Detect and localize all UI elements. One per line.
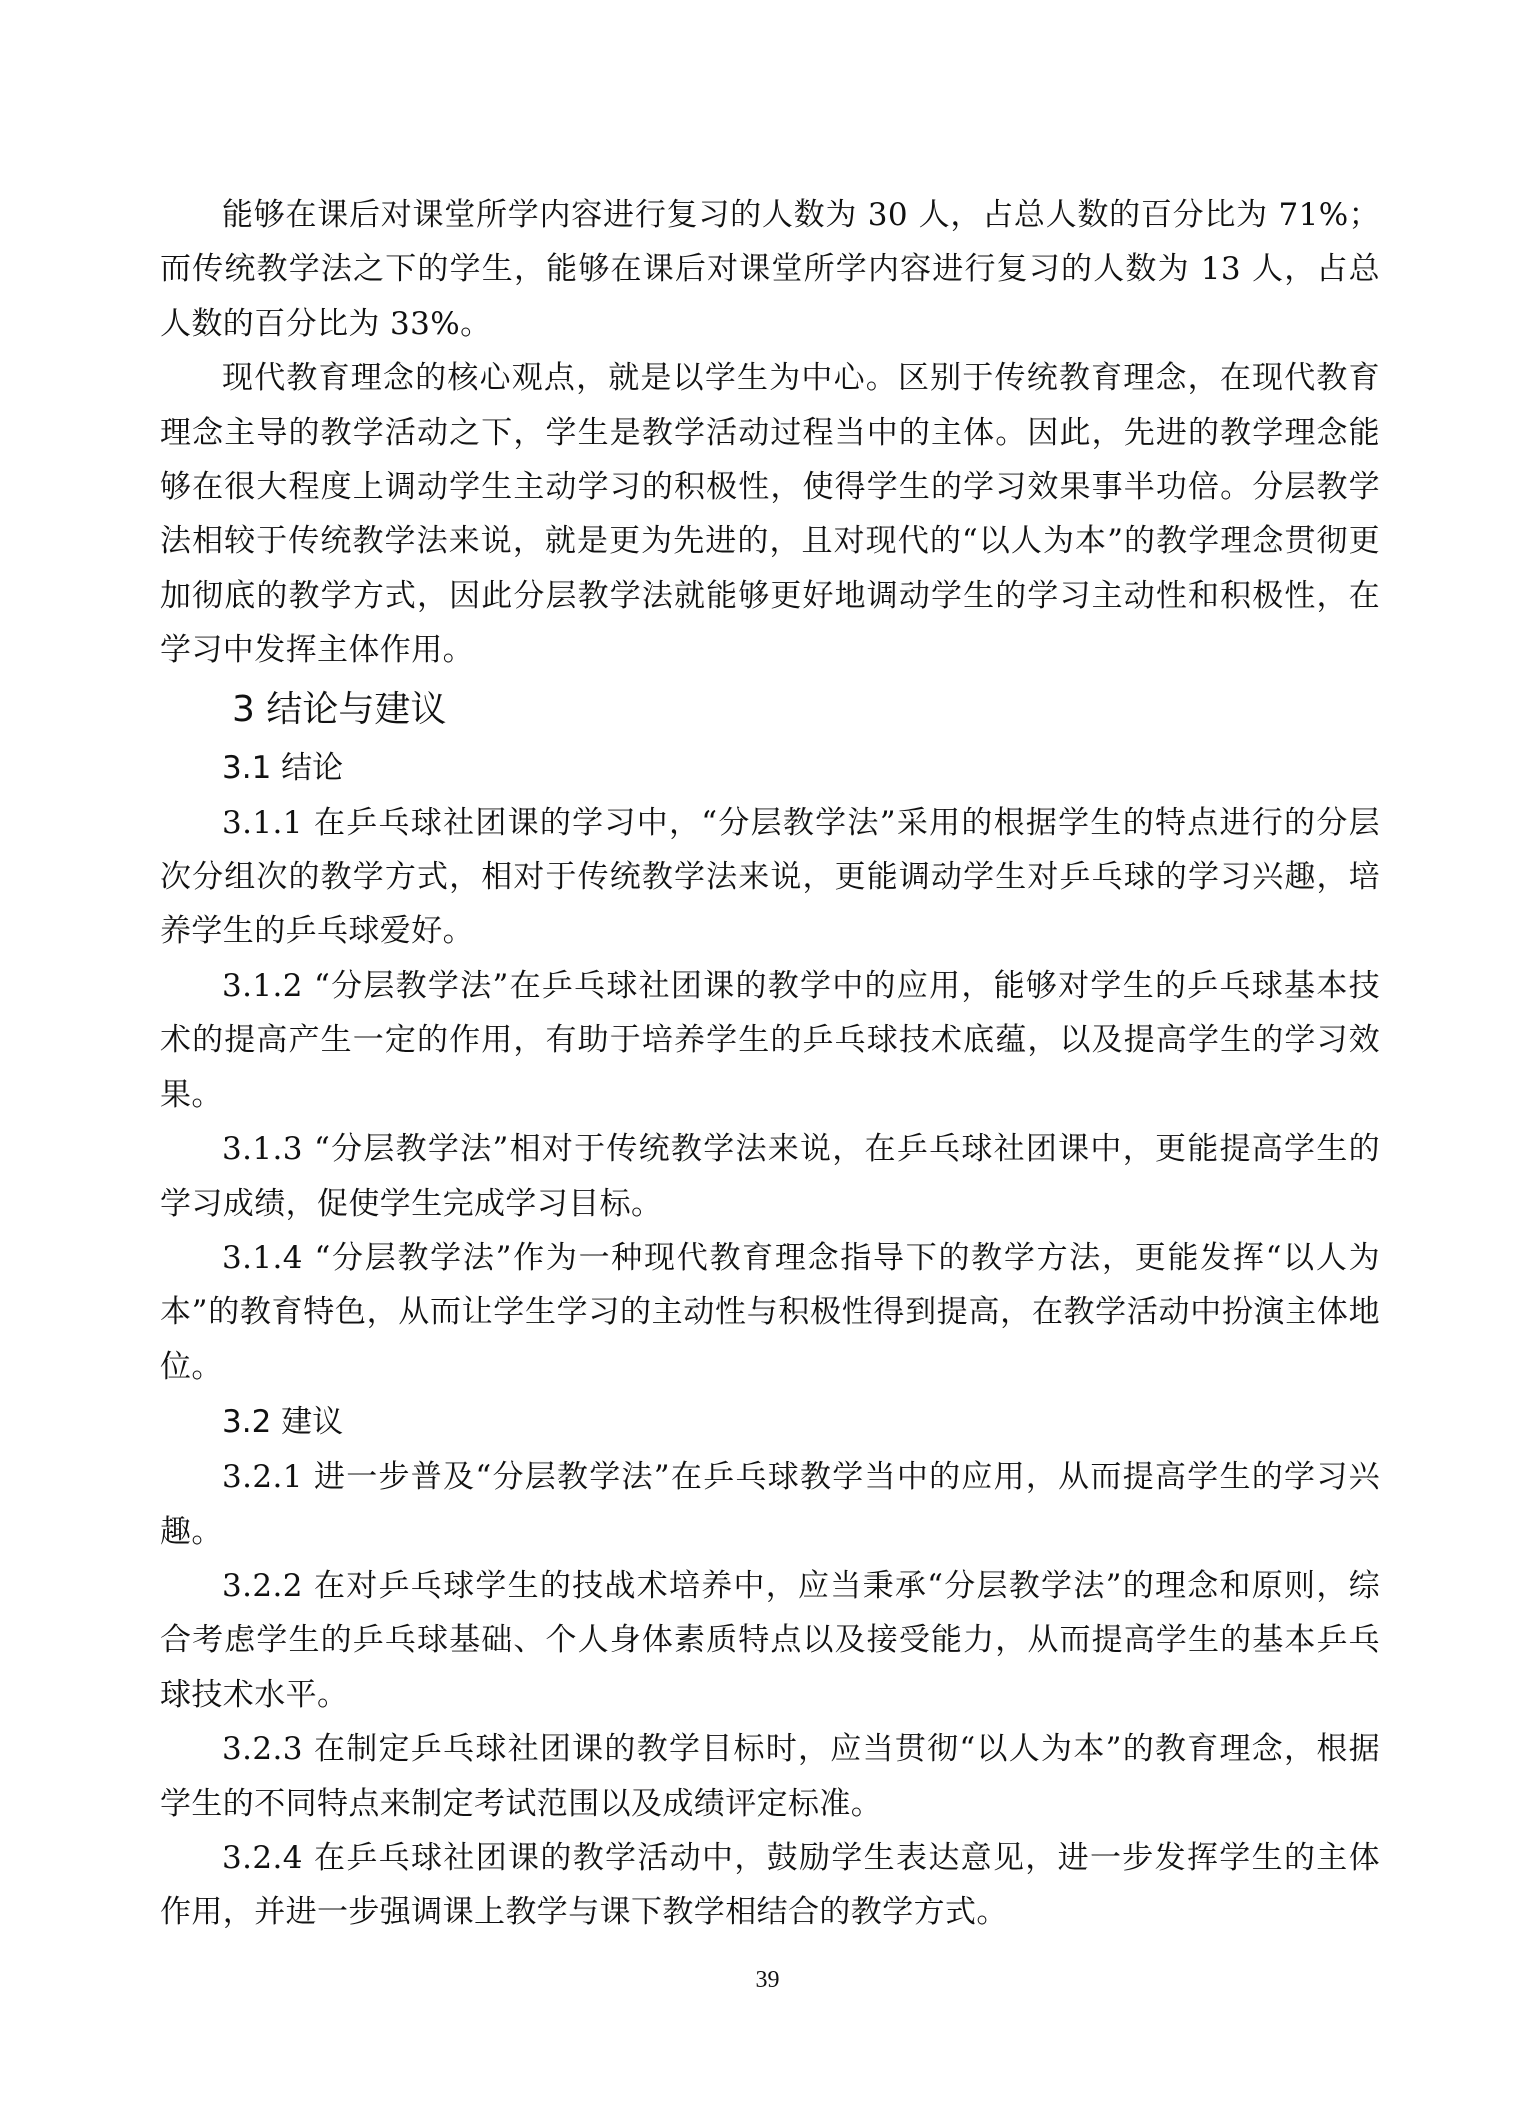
suggestion-item: 3.2.3 在制定乒乓球社团课的教学目标时，应当贯彻“以人为本”的教育理念，根据学生的不同特点来制定考试范围以及成绩评定标准。 <box>160 1731 1380 1822</box>
subsection-heading-suggestions: 3.2 建议 <box>222 1404 344 1441</box>
suggestion-item: 3.2.1 进一步普及“分层教学法”在乒乓球教学当中的应用，从而提高学生的学习兴趣。 <box>160 1459 1380 1550</box>
conclusion-item: 3.1.2 “分层教学法”在乒乓球社团课的教学中的应用，能够对学生的乒乓球基本技术的提高产生一定的作用，有助于培养学生的乒乓球技术底蕴，以及提高学生的学习效果。 <box>160 967 1380 1113</box>
paragraph-modern-education: 现代教育理念的核心观点，就是以学生为中心。区别于传统教育理念，在现代教育理念主导的教学活动之下，学生是教学活动过程当中的主体。因此，先进的教学理念能够在很大程度上调动学生主动学习的积极性，使得学生的学习效果事半功倍。分层教学法相较于传统教学法来说，就是更为先进的，且对现代的“以人为本”的教学理念贯彻更加彻底的教学方式，因此分层教学法就能够更好地调动学生的学习主动性和积极性，在学习中发挥主体作用。 <box>160 360 1380 669</box>
section-heading-conclusions-suggestions: 3 结论与建议 <box>232 688 447 730</box>
suggestion-item: 3.2.4 在乒乓球社团课的教学活动中，鼓励学生表达意见，进一步发挥学生的主体作用，并进一步强调课上教学与课下教学相结合的教学方式。 <box>160 1839 1380 1931</box>
subsection-heading-conclusions: 3.1 结论 <box>222 749 344 786</box>
suggestion-item: 3.2.2 在对乒乓球学生的技战术培养中，应当秉承“分层教学法”的理念和原则，综合考虑学生的乒乓球基础、个人身体素质特点以及接受能力，从而提高学生的基本乒乓球技术水平。 <box>160 1567 1380 1713</box>
page-number: 39 <box>755 1967 780 1993</box>
conclusion-item: 3.1.1 在乒乓球社团课的学习中，“分层教学法”采用的根据学生的特点进行的分层次分组次的教学方式，相对于传统教学法来说，更能调动学生对乒乓球的学习兴趣，培养学生的乒乓球爱好。 <box>160 804 1380 950</box>
paragraph-review-stats: 能够在课后对课堂所学内容进行复习的人数为 30 人，占总人数的百分比为 71%；而传统教学法之下的学生，能够在课后对课堂所学内容进行复习的人数为 13 人，占总人数的百分比为 33%。 <box>160 197 1380 342</box>
conclusion-item: 3.1.4 “分层教学法”作为一种现代教育理念指导下的教学方法，更能发挥“以人为本”的教育特色，从而让学生学习的主动性与积极性得到提高，在教学活动中扮演主体地位。 <box>160 1239 1380 1385</box>
page-body <box>160 188 1380 1940</box>
conclusion-item: 3.1.3 “分层教学法”相对于传统教学法来说，在乒乓球社团课中，更能提高学生的学习成绩，促使学生完成学习目标。 <box>160 1131 1380 1222</box>
